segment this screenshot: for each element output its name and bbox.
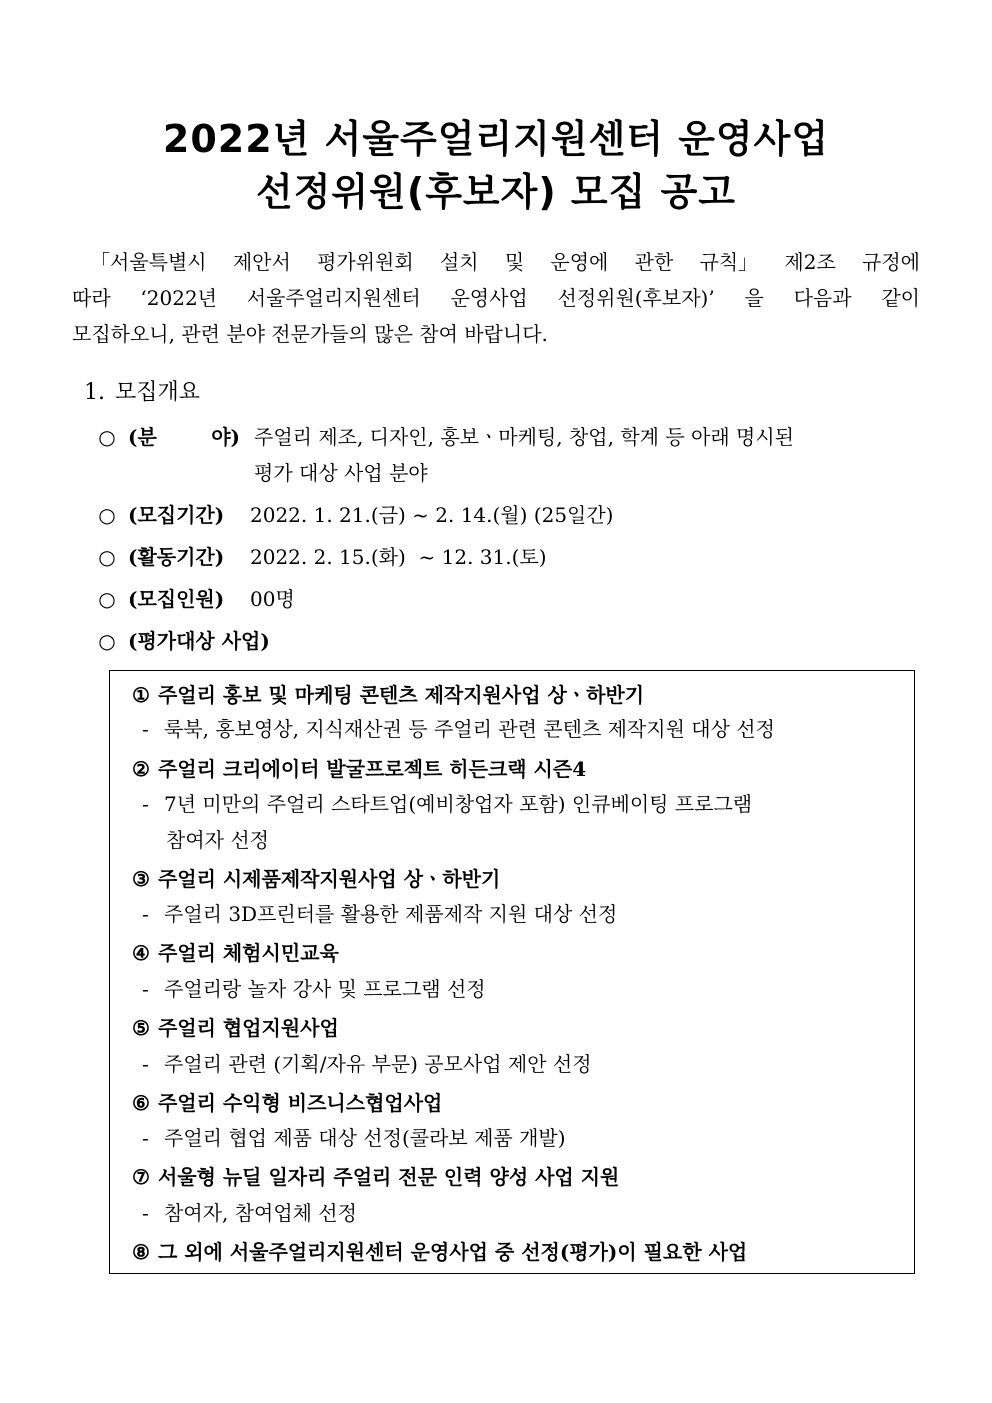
dash-marker: - [142, 902, 149, 926]
project-desc-2-2 [166, 824, 269, 856]
field-label: (분 야) [128, 425, 240, 449]
activity-period-label: (활동기간) [128, 545, 225, 569]
intro-word: 운영에 [550, 250, 609, 274]
project-title-text: 주얼리 수익형 비즈니스협업사업 [157, 1091, 443, 1115]
intro-word: 설치 [439, 250, 479, 274]
project-title-1 [132, 679, 644, 711]
intro-word: 규칙」 [699, 250, 759, 274]
project-number: ⑥ [132, 1091, 150, 1115]
intro-word: 다음과 [793, 286, 852, 310]
project-title-text: 주얼리 협업지원사업 [157, 1016, 339, 1040]
project-title-6 [132, 1087, 442, 1119]
intro-word: 같이 [881, 286, 920, 310]
bullet-circle-icon: ○ [98, 503, 116, 527]
recruit-period-value: 2022. 1. 21.(금) ~ 2. 14.(월) (25일간) [250, 503, 614, 527]
intro-word: 제2조 [784, 250, 836, 274]
dash-marker: - [142, 1052, 149, 1076]
project-desc-text: 7년 미만의 주얼리 스타트업(예비창업자 포함) 인큐베이팅 프로그램 [164, 792, 753, 816]
project-title-5 [132, 1012, 339, 1044]
project-title-text: 주얼리 홍보 및 마케팅 콘텐츠 제작지원사업 상ㆍ하반기 [157, 683, 645, 707]
recruit-period-label: (모집기간) [128, 503, 225, 527]
project-title-text: 주얼리 시제품제작지원사업 상ㆍ하반기 [157, 867, 501, 891]
project-title-text: 그 외에 서울주얼리지원센터 운영사업 중 선정(평가)이 필요한 사업 [157, 1240, 748, 1264]
project-desc-text: 참여자 선정 [166, 828, 269, 852]
project-desc-text: 주얼리 관련 (기획/자유 부문) 공모사업 제안 선정 [164, 1052, 592, 1076]
project-desc-2-1 [142, 788, 902, 820]
project-desc-text: 참여자, 참여업체 선정 [164, 1201, 357, 1225]
project-number: ① [132, 683, 150, 707]
intro-word: 서울주얼리지원센터 [246, 286, 421, 310]
project-title-4 [132, 937, 339, 969]
project-number: ⑧ [132, 1240, 150, 1264]
bullet-circle-icon: ○ [98, 425, 116, 449]
field-value-line-2: 평가 대상 사업 분야 [254, 461, 428, 485]
intro-word: 관한 [634, 250, 674, 274]
project-number: ④ [132, 941, 150, 965]
project-desc-1-1 [142, 713, 902, 745]
intro-word: 규정에 [862, 250, 920, 274]
project-desc-text: 룩북, 홍보영상, 지식재산권 등 주얼리 관련 콘텐츠 제작지원 대상 선정 [164, 717, 775, 741]
activity-period-value: 2022. 2. 15.(화) ~ 12. 31.(토) [250, 545, 547, 569]
project-title-8 [132, 1236, 747, 1268]
project-title-text: 주얼리 체험시민교육 [157, 941, 339, 965]
section-heading [84, 375, 200, 411]
project-desc-7-1 [142, 1197, 357, 1229]
section-title: 모집개요 [115, 380, 201, 405]
document-title-line-2: 선정위원(후보자) 모집 공고 [256, 170, 736, 214]
bullet-circle-icon: ○ [98, 545, 116, 569]
project-desc-5-1 [142, 1048, 592, 1080]
intro-word: 운영사업 [450, 286, 528, 310]
intro-line-2 [72, 280, 920, 316]
target-label: (평가대상 사업) [128, 629, 270, 653]
intro-word: 선정위원(후보자)’ [557, 286, 715, 310]
project-number: ⑤ [132, 1016, 150, 1040]
project-number: ② [132, 757, 150, 781]
project-desc-text: 주얼리랑 놀자 강사 및 프로그램 선정 [164, 977, 486, 1001]
dash-marker: - [142, 1126, 149, 1150]
headcount-value: 00명 [250, 587, 295, 611]
intro-word: 제안서 [232, 250, 291, 274]
intro-word: 을 [744, 286, 764, 310]
project-number: ⑦ [132, 1165, 150, 1189]
intro-word: 평가위원회 [317, 250, 414, 274]
project-title-3 [132, 863, 500, 895]
document-title-line-1: 2022년 서울주얼리지원센터 운영사업 [162, 117, 830, 161]
project-desc-3-1 [142, 898, 617, 930]
project-desc-6-1 [142, 1122, 566, 1154]
bullet-circle-icon: ○ [98, 587, 116, 611]
project-title-7 [132, 1161, 619, 1193]
project-desc-text: 주얼리 협업 제품 대상 선정(콜라보 제품 개발) [164, 1126, 566, 1150]
project-number: ③ [132, 867, 150, 891]
bullet-circle-icon: ○ [98, 629, 116, 653]
project-list-box [109, 670, 915, 1274]
section-number: 1. [84, 380, 105, 405]
intro-word: 및 [504, 250, 525, 274]
intro-line-3: 모집하오니, 관련 분야 전문가들의 많은 참여 바랍니다. [72, 322, 548, 346]
headcount-label: (모집인원) [128, 587, 225, 611]
dash-marker: - [142, 717, 149, 741]
dash-marker: - [142, 792, 149, 816]
field-value-line-1: 주얼리 제조, 디자인, 홍보ㆍ마케팅, 창업, 학계 등 아래 명시된 [254, 425, 794, 449]
project-title-text: 주얼리 크리에이터 발굴프로젝트 히든크랙 시즌4 [157, 757, 587, 781]
intro-word: 「서울특별시 [90, 250, 207, 274]
intro-paragraph [72, 244, 920, 352]
intro-line-1 [72, 244, 920, 280]
project-desc-4-1 [142, 973, 486, 1005]
dash-marker: - [142, 977, 149, 1001]
intro-word: 따라 [72, 286, 111, 310]
project-title-text: 서울형 뉴딜 일자리 주얼리 전문 인력 양성 사업 지원 [157, 1165, 620, 1189]
intro-word: ‘2022년 [140, 286, 217, 310]
project-desc-text: 주얼리 3D프린터를 활용한 제품제작 지원 대상 선정 [164, 902, 618, 926]
dash-marker: - [142, 1201, 149, 1225]
project-title-2 [132, 753, 586, 785]
